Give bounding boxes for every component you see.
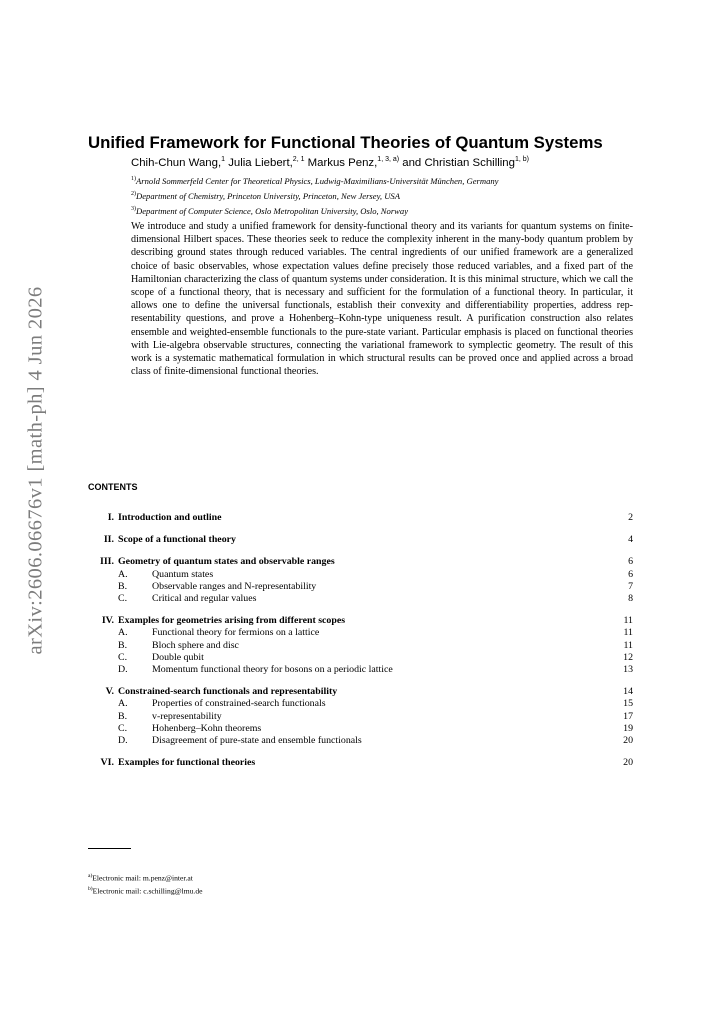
arxiv-stamp (20, 285, 52, 655)
toc-section (88, 534, 633, 546)
contents-heading: CONTENTS (88, 482, 138, 492)
toc-entry (88, 615, 633, 627)
toc-section-number: VI. (100, 757, 114, 769)
toc-section-number: III. (100, 556, 114, 568)
toc-subentry (88, 569, 633, 581)
toc-page-number: 17 (623, 710, 633, 722)
toc-section-number: I. (107, 512, 114, 523)
toc-section (88, 615, 633, 676)
footnote-rule (88, 848, 131, 849)
toc-subsection-title: Hohenberg–Kohn theorems (152, 722, 262, 734)
footnote-mark: b) (88, 886, 93, 893)
toc-subsection-number: C. (118, 651, 128, 663)
toc-page-number: 12 (623, 651, 633, 663)
toc-subsection-number: D. (118, 735, 128, 747)
toc-subentry (88, 640, 633, 652)
toc-subsection-number: C. (118, 722, 128, 734)
affiliation-text: Arnold Sommerfeld Center for Theoretical Physics, Ludwig-Maximilians-Universität München, Germany (136, 175, 499, 186)
toc-subentry (88, 735, 633, 747)
footnote-text: Electronic mail: m.penz@inter.at (92, 873, 193, 883)
toc-entry (88, 757, 633, 769)
toc-subsection-number: B. (118, 580, 128, 592)
author-affil-mark: 1, b) (514, 156, 529, 163)
toc-page-number: 14 (623, 686, 633, 698)
toc-subsection-number: B. (118, 710, 128, 722)
toc-entry (88, 534, 633, 546)
toc-page-number: 7 (628, 580, 633, 592)
toc-page-number: 11 (623, 639, 633, 651)
toc-subsection-title: Observable ranges and N-representability (152, 580, 317, 592)
author-name: Markus Penz, (307, 156, 378, 169)
toc-entry (88, 686, 633, 698)
footnote-mark: a) (88, 873, 93, 879)
toc-subsection-title: Critical and regular values (152, 593, 257, 605)
affiliation-mark: 3) (131, 206, 136, 213)
footnote-list (88, 871, 203, 897)
toc-subsection-title: Bloch sphere and disc (152, 639, 239, 651)
toc-subsection-number: A. (118, 698, 128, 710)
toc-subsection-number: D. (118, 664, 128, 676)
affiliation-list (131, 173, 498, 218)
toc-subsection-title: v-representability (152, 710, 222, 722)
author-affil-mark: 1 (221, 156, 226, 163)
toc-subsection-number: A. (118, 568, 128, 580)
toc-page-number: 2 (628, 512, 633, 523)
toc-section (88, 556, 633, 605)
toc-page-number: 20 (623, 735, 633, 747)
toc-subsection-number: C. (118, 593, 128, 605)
toc-page-number: 6 (628, 556, 633, 568)
toc-subsection-title: Functional theory for fermions on a lattice (152, 627, 320, 639)
toc-subentry (88, 627, 633, 639)
affiliation (131, 188, 498, 203)
toc-page-number: 11 (623, 615, 633, 627)
toc-section (88, 757, 633, 769)
affiliation (131, 203, 498, 218)
toc-section (88, 686, 633, 747)
abstract: We introduce and study a unified framework for density-functional theory and its variants for quantum systems on finite-dimensional Hilbert spaces. These theories seek to reduce the complexity inherent in the many-body quantum problem by describing ground states through reduced variables. The central ingredients of our unified framework are a generalized choice of basic observables, whose expectation values define precisely those reduced variables, and a fixed part of the Hamiltonian characterizing the class of quantum systems under consideration. It is this minimal structure, which we call the scope of a functional theory, that is necessary and sufficient for the formulation of a functional theory. In particular, it allows one to define the universal functionals, establish their convexity and differentiability properties, address representability questions, and prove a Hohenberg–Kohn-type uniqueness result. A purification construction also relates ensemble and weighted-ensemble functionals to the pure-state variant. Particular emphasis is placed on functional theories with Lie-algebra observable structures, connecting the variational framework to symplectic geometry. The result of this work is a systematic mathematical formulation in which structural results can be proved once and applied across a broad class of finite-dimensional functional theories. (131, 221, 633, 378)
table-of-contents (88, 512, 633, 779)
toc-subentry (88, 698, 633, 710)
toc-section-title: Introduction and outline (118, 512, 222, 523)
toc-subentry (88, 723, 633, 735)
toc-subsection-title: Momentum functional theory for bosons on a periodic lattice (152, 664, 393, 676)
toc-section-title: Geometry of quantum states and observable ranges (118, 556, 335, 568)
affiliation (131, 173, 498, 188)
toc-subsection-title: Double qubit (152, 651, 204, 663)
affiliation-mark: 2) (131, 191, 136, 198)
toc-page-number: 11 (623, 627, 633, 639)
author-affil-mark: 1, 3, a) (377, 156, 400, 163)
footnote (88, 871, 203, 884)
author-name: Chih-Chun Wang, (131, 156, 222, 169)
toc-subsection-title: Properties of constrained-search functionals (152, 698, 326, 710)
footnote-text: Electronic mail: c.schilling@lmu.de (92, 886, 203, 896)
toc-section-number: IV. (101, 615, 114, 627)
toc-subentry (88, 593, 633, 605)
affiliation-text: Department of Computer Science, Oslo Metropolitan University, Oslo, Norway (136, 205, 409, 216)
arxiv-stamp-text: arXiv:2606.06676v1 [math-ph] 4 Jun 2026 (24, 285, 47, 655)
author-name: Julia Liebert, (228, 156, 293, 169)
toc-page-number: 13 (623, 664, 633, 676)
author-list (131, 156, 529, 169)
toc-section (88, 512, 633, 524)
toc-subentry (88, 664, 633, 676)
toc-section-number: II. (103, 534, 114, 546)
toc-entry (88, 512, 633, 524)
toc-section-title: Constrained-search functionals and representability (118, 686, 338, 698)
toc-page-number: 19 (623, 722, 633, 734)
toc-page-number: 4 (628, 534, 633, 546)
toc-section-title: Examples for geometries arising from different scopes (118, 615, 346, 627)
toc-section-title: Examples for functional theories (118, 757, 256, 769)
toc-page-number: 15 (623, 698, 633, 710)
toc-subentry (88, 711, 633, 723)
author-affil-mark: 2, 1 (292, 156, 305, 163)
toc-subsection-number: B. (118, 639, 128, 651)
toc-page-number: 8 (628, 593, 633, 605)
author-name: Christian Schilling (424, 156, 515, 169)
toc-subsection-number: A. (118, 627, 128, 639)
affiliation-mark: 1) (131, 176, 136, 182)
footnote (88, 884, 203, 897)
toc-section-number: V. (105, 686, 114, 698)
author-separator: and (399, 156, 425, 169)
toc-section-title: Scope of a functional theory (118, 534, 236, 546)
toc-page-number: 20 (623, 757, 633, 769)
toc-subsection-title: Quantum states (152, 568, 214, 580)
paper-title: Unified Framework for Functional Theories of Quantum Systems (88, 133, 603, 152)
toc-subentry (88, 652, 633, 664)
toc-subsection-title: Disagreement of pure-state and ensemble functionals (152, 735, 362, 747)
toc-subentry (88, 581, 633, 593)
toc-entry (88, 556, 633, 568)
toc-page-number: 6 (628, 568, 633, 580)
affiliation-text: Department of Chemistry, Princeton University, Princeton, New Jersey, USA (136, 190, 400, 201)
